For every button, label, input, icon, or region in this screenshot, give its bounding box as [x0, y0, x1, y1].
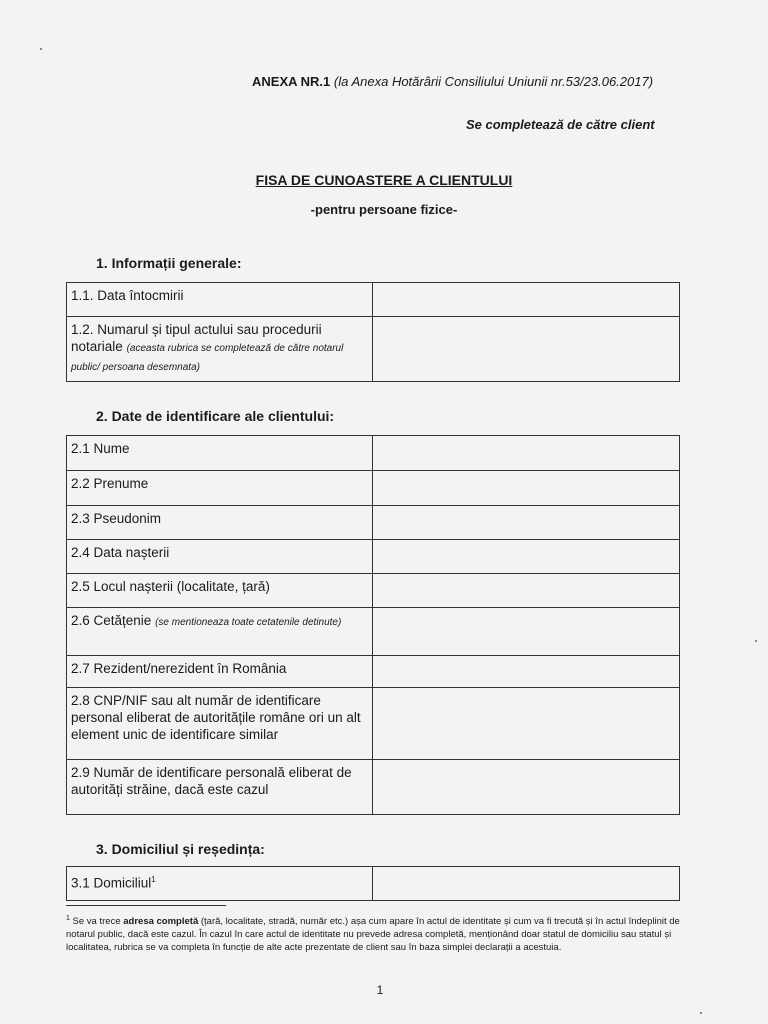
footnote-ref: 1: [151, 875, 156, 884]
table-row: [67, 317, 680, 382]
client-identification-table: [66, 435, 680, 815]
field-label: 2.3 Pseudonim: [71, 511, 162, 526]
table-row: [67, 436, 680, 471]
field-label: 2.2 Prenume: [71, 476, 149, 491]
general-info-table: [66, 282, 680, 382]
table-row: [67, 656, 680, 688]
row-label: [67, 283, 373, 317]
section-heading-domicile-residence: 3. Domiciliul și reședința:: [96, 841, 265, 857]
annex-reference: [252, 74, 653, 89]
field-label: 1.2. Numarul și tipul actului sau procedurii notariale: [71, 322, 322, 354]
date-drawn-up-field[interactable]: [372, 283, 679, 317]
row-label: [67, 506, 373, 540]
field-label: 3.1 Domiciliul: [71, 875, 152, 891]
table-row: [67, 540, 680, 574]
row-label: [67, 656, 373, 688]
field-note: (se mentioneaza toate cetatenile detinute): [155, 617, 342, 628]
field-label: 2.9 Număr de identificare personală eliberat de autorități străine, dacă este cazul: [71, 765, 352, 797]
table-row: [67, 688, 680, 760]
row-label: [67, 867, 373, 901]
field-label: 2.6 Cetățenie: [71, 613, 152, 628]
domicile-field[interactable]: [372, 867, 679, 901]
table-row: [67, 471, 680, 506]
row-label: [67, 760, 373, 815]
pseudonym-field[interactable]: [372, 506, 679, 540]
table-row: [67, 867, 680, 901]
footnote: [66, 912, 684, 954]
field-label: 2.1 Nume: [71, 441, 130, 456]
section-heading-general-info: 1. Informații generale:: [96, 255, 242, 271]
table-row: [67, 608, 680, 656]
table-row: [67, 283, 680, 317]
domicile-table: [66, 866, 680, 901]
footnote-bold: adresa completă: [123, 916, 199, 928]
first-name-field[interactable]: [372, 471, 679, 506]
birth-date-field[interactable]: [372, 540, 679, 574]
foreign-id-field[interactable]: [372, 760, 679, 815]
table-row: [67, 760, 680, 815]
row-label: [67, 471, 373, 506]
last-name-field[interactable]: [372, 436, 679, 471]
form-subtitle: -pentru persoane fizice-: [310, 202, 458, 217]
citizenship-field[interactable]: [372, 608, 679, 656]
birth-place-field[interactable]: [372, 574, 679, 608]
footnote-divider: [66, 905, 226, 906]
field-label: 2.4 Data nașterii: [71, 545, 170, 560]
table-row: [67, 506, 680, 540]
field-label: 2.8 CNP/NIF sau alt număr de identificare personal eliberat de autoritățile române ori un alt element unic de identificare similar: [71, 693, 361, 742]
footnote-lead: Se va trece: [72, 916, 121, 928]
row-label: [67, 540, 373, 574]
section-heading-client-identification: 2. Date de identificare ale clientului:: [96, 408, 335, 424]
page-number: 1: [376, 983, 384, 997]
completion-note: Se completează de către client: [466, 117, 655, 132]
annex-source: (la Anexa Hotărârii Consiliului Uniunii nr.53/23.06.2017): [333, 74, 654, 89]
table-row: [67, 574, 680, 608]
row-label: [67, 436, 373, 471]
field-note: (aceasta rubrica se completează de către notarul public/ persoana desemnata): [71, 343, 344, 373]
row-label: [67, 317, 373, 382]
residency-field[interactable]: [372, 656, 679, 688]
scan-speck: [700, 1012, 702, 1014]
field-label: 2.5 Locul nașterii (localitate, țară): [71, 579, 270, 594]
footnote-marker: 1: [66, 915, 70, 922]
cnp-nif-field[interactable]: [372, 688, 679, 760]
form-title: FISA DE CUNOASTERE A CLIENTULUI: [255, 172, 513, 188]
field-label: 2.7 Rezident/nerezident în România: [71, 661, 287, 676]
scan-speck: [40, 48, 42, 50]
annex-number: ANEXA NR.1: [252, 74, 331, 89]
footnote-text: (țară, localitate, stradă, număr etc.) așa cum apare în actul de identitate și cum va fi trecută și în actul îndeplinit de notarul public, dacă este cazul. În cazul în care actul de identitate nu prevede adresa completă, menționând doar statul de domiciliu sau statul și localitatea, rubrica se va completa în funcție de alte acte prezentate de client sau în baza simplei declarații a acestuia.: [66, 916, 680, 954]
scan-speck: [755, 640, 757, 642]
row-label: [67, 608, 373, 656]
notarial-act-field[interactable]: [372, 317, 679, 382]
row-label: [67, 574, 373, 608]
field-label: 1.1. Data întocmirii: [71, 288, 184, 303]
row-label: [67, 688, 373, 760]
